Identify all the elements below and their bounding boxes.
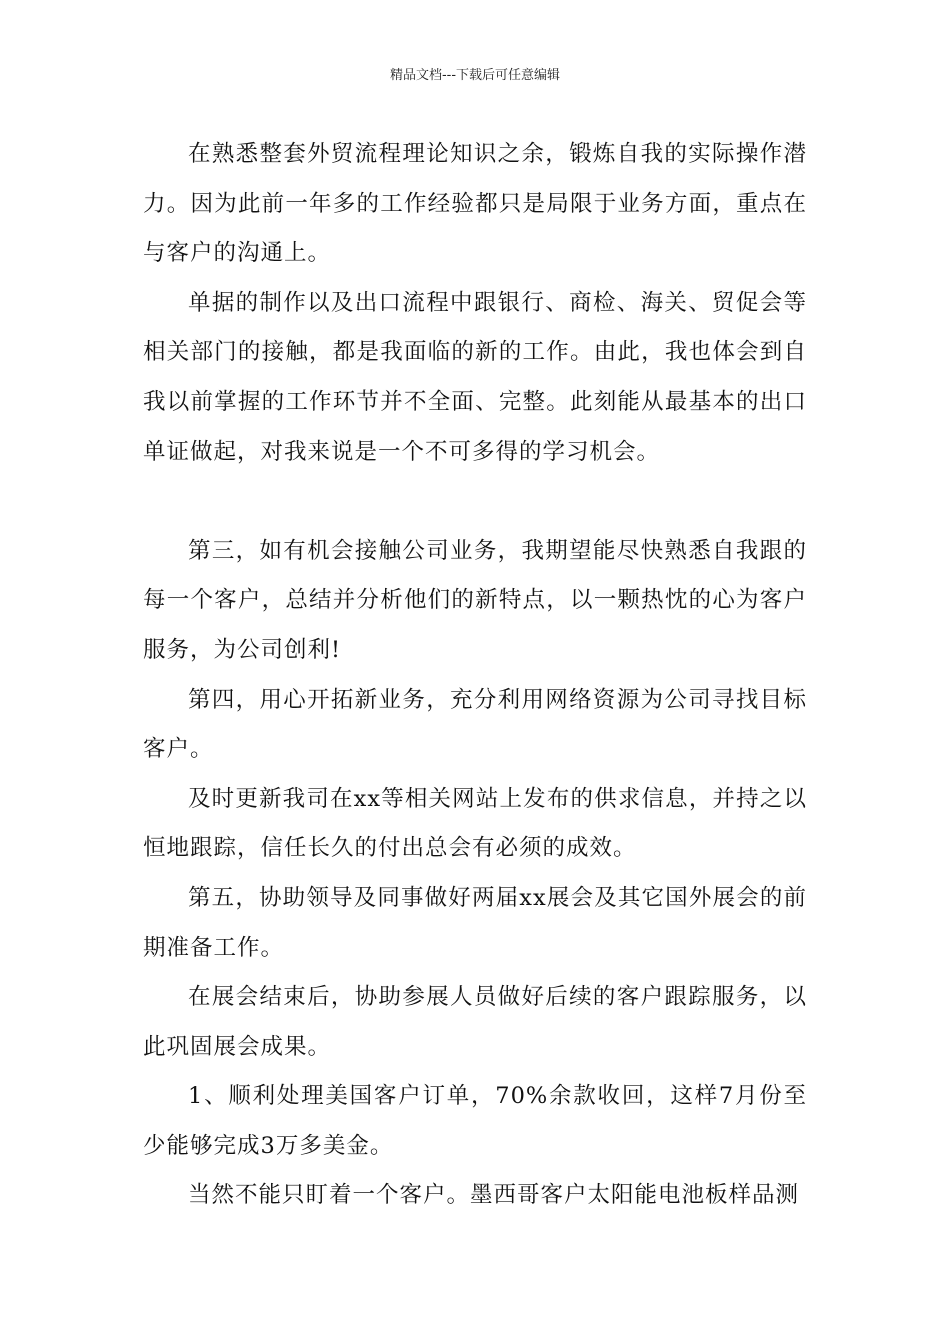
paragraph-6: 第五，协助领导及同事做好两届xx展会及其它国外展会的前期准备工作。: [143, 884, 807, 961]
paragraph-5: 及时更新我司在xx等相关网站上发布的供求信息，并持之以恒地跟踪，信任长久的付出总会有必须的成效。: [143, 785, 807, 862]
paragraph-2: 单据的制作以及出口流程中跟银行、商检、海关、贸促会等相关部门的接触，都是我面临的新的工作。由此，我也体会到自我以前掌握的工作环节并不全面、完整。此刻能从最基本的出口单证做起，对我来说是一个不可多得的学习机会。: [143, 289, 807, 465]
paragraph-3: 第三，如有机会接触公司业务，我期望能尽快熟悉自我跟的每一个客户，总结并分析他们的新特点，以一颗热忱的心为客户服务，为公司创利!: [143, 537, 807, 663]
document-body: [143, 130, 807, 1221]
paragraph-1: 在熟悉整套外贸流程理论知识之余，锻炼自我的实际操作潜力。因为此前一年多的工作经验都只是局限于业务方面，重点在与客户的沟通上。: [143, 141, 807, 267]
paragraph-8: 1、顺利处理美国客户订单，70%余款收回，这样7月份至少能够完成3万多美金。: [143, 1083, 807, 1159]
paragraph-4: 第四，用心开拓新业务，充分利用网络资源为公司寻找目标客户。: [143, 686, 807, 763]
paragraph-7: 在展会结束后，协助参展人员做好后续的客户跟踪服务，以此巩固展会成果。: [143, 984, 807, 1060]
paragraph-9: 当然不能只盯着一个客户。墨西哥客户太阳能电池板样品测: [188, 1182, 800, 1209]
blank-line: [143, 477, 807, 527]
page-header: 精品文档---下载后可任意编辑: [389, 68, 561, 83]
